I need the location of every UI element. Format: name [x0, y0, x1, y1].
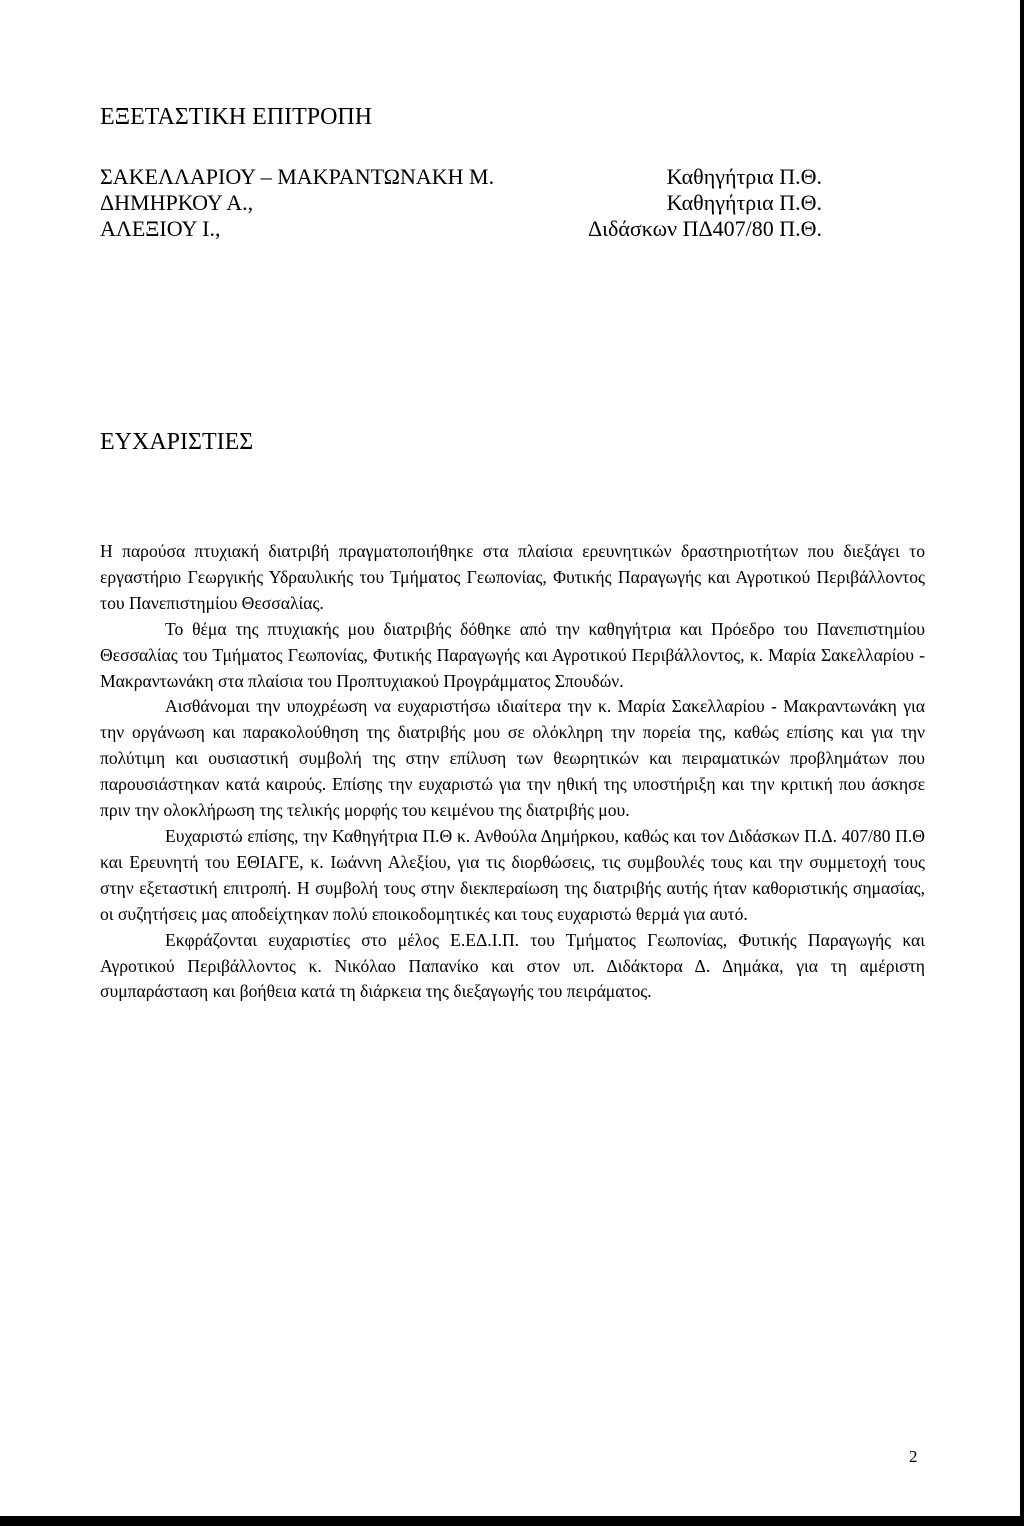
- committee-member-row: [100, 164, 822, 190]
- committee-heading: ΕΞΕΤΑΣΤΙΚΗ ΕΠΙΤΡΟΠΗ: [100, 104, 373, 130]
- committee-member-title: Καθηγήτρια Π.Θ.: [666, 164, 822, 189]
- acknowledgements-body: [100, 539, 925, 1005]
- acknowledgement-paragraph: Αισθάνομαι την υποχρέωση να ευχαριστήσω ιδιαίτερα την κ. Μαρία Σακελλαρίου - Μακραντωνάκη για την οργάνωση και παρακολούθηση της διατριβής μου σε ολόκληρη την πορεία της, καθώς επίσης και για την πολύτιμη και ουσιαστική συμβολή της στην επίλυση των θεωρητικών και πειραματικών προβλημάτων που παρουσιάστηκαν κατά καιρούς. Επίσης την ευχαριστώ για την ηθική της υποστήριξη και την κριτική που άσκησε πριν την ολοκλήρωση της τελικής μορφής του κειμένου της διατριβής μου.: [100, 696, 925, 821]
- acknowledgement-paragraph: Το θέμα της πτυχιακής μου διατριβής δόθηκε από την καθηγήτρια και Πρόεδρο του Πανεπιστημίου Θεσσαλίας του Τμήματος Γεωπονίας, Φυτικής Παραγωγής και Αγροτικού Περιβάλλοντος, κ. Μαρία Σακελλαρίου - Μακραντωνάκη στα πλαίσια του Προπτυχιακού Προγράμματος Σπουδών.: [100, 618, 925, 691]
- committee-member-title: Καθηγήτρια Π.Θ.: [666, 190, 822, 215]
- acknowledgement-paragraph: Εκφράζονται ευχαριστίες στο μέλος Ε.ΕΔ.Ι.Π. του Τμήματος Γεωπονίας, Φυτικής Παραγωγής και Αγροτικού Περιβάλλοντος κ. Νικόλαο Παπανίκο και στον υπ. Διδάκτορα Δ. Δημάκα, για τη αμέριστη συμπαράσταση και βοήθεια κατά τη διάρκεια της διεξαγωγής του πειράματος.: [100, 929, 925, 1002]
- committee-member-row: [100, 190, 822, 216]
- acknowledgement-paragraph: Η παρούσα πτυχιακή διατριβή πραγματοποιήθηκε στα πλαίσια ερευνητικών δραστηριοτήτων που διεξάγει το εργαστήριο Γεωργικής Υδραυλικής του Τμήματος Γεωπονίας, Φυτικής Παραγωγής και Αγροτικού Περιβάλλοντος του Πανεπιστημίου Θεσσαλίας.: [100, 541, 925, 613]
- committee-member-row: [100, 216, 822, 242]
- committee-member-name: ΣΑΚΕΛΛΑΡΙΟΥ – ΜΑΚΡΑΝΤΩΝΑΚΗ Μ.: [100, 164, 495, 189]
- committee-member-name: ΑΛΕΞΙΟΥ Ι.,: [100, 216, 221, 241]
- committee-member-title: Διδάσκων ΠΔ407/80 Π.Θ.: [587, 216, 822, 241]
- committee-member-name: ΔΗΜΗΡΚΟΥ Α.,: [100, 190, 254, 215]
- page-number: 2: [909, 1447, 918, 1466]
- acknowledgement-paragraph: Ευχαριστώ επίσης, την Καθηγήτρια Π.Θ κ. Ανθούλα Δημήρκου, καθώς και τον Διδάσκων Π.Δ. 407/80 Π.Θ και Ερευνητή του ΕΘΙΑΓΕ, κ. Ιωάννη Αλεξίου, για τις διορθώσεις, τις συμβουλές τους και την συμμετοχή τους στην εξεταστική επιτροπή. Η συμβολή τους στην διεκπεραίωση της διατριβής αυτής ήταν καθοριστικής σημασίας, οι συζητήσεις μας αποδείχτηκαν πολύ εποικοδομητικές και τους ευχαριστώ θερμά για αυτό.: [100, 825, 925, 924]
- acknowledgements-heading: ΕΥΧΑΡΙΣΤΙΕΣ: [100, 429, 254, 455]
